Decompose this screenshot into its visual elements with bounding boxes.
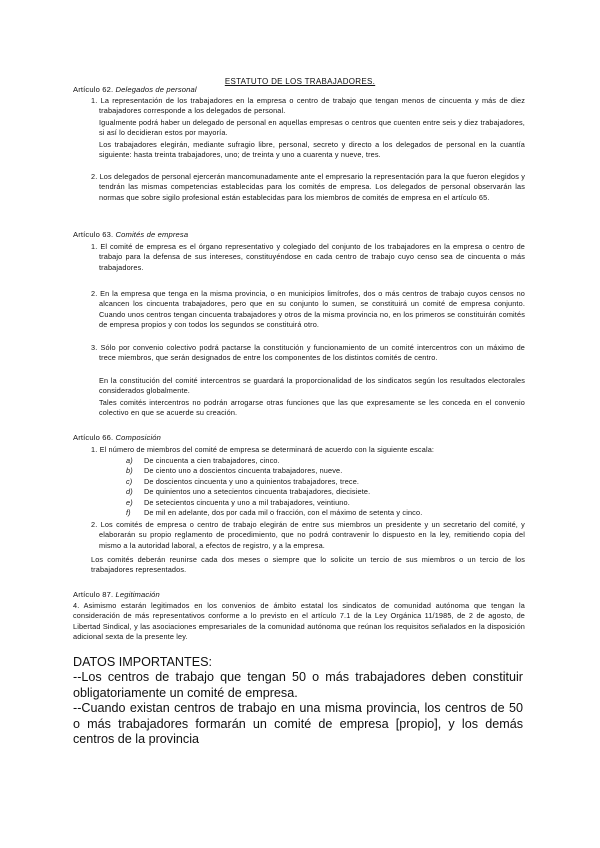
composition-scale-list bbox=[126, 456, 422, 518]
article-87-number: Artículo 87. bbox=[73, 590, 114, 599]
document-title: ESTATUTO DE LOS TRABAJADORES. bbox=[224, 77, 376, 86]
article-63-title: Comités de empresa bbox=[115, 230, 189, 239]
article-63-para-3c bbox=[99, 398, 525, 419]
article-66-p1-number: 1. bbox=[91, 445, 98, 454]
article-62-heading bbox=[73, 85, 197, 95]
article-62-p1b-text: Igualmente podrá haber un delegado de personal en aquellas empresas o centros que cuenten entre seis y diez trabajadores, si así lo decidieran estos por mayoría. bbox=[99, 118, 525, 138]
important-data-point-1: --Los centros de trabajo que tengan 50 o más trabajadores deben constituir obligatoriamente un comité de empresa. bbox=[73, 670, 523, 700]
article-87-p4-text: 4. Asimismo estarán legitimados en los convenios de ámbito estatal los sindicatos de comunidad autónoma que tengan la consideración de más representativos conforme a lo previsto en el artículo 7.1 de la Ley Orgánica 11/1985, de 2 de agosto, de Libertad Sindical, y las asociaciones empresariales de la comunidad autónoma que reúnan los requisitos señalados en la disposición adicional sexta de la presente ley. bbox=[73, 601, 525, 642]
article-62-para-2 bbox=[91, 172, 525, 203]
article-63-para-1 bbox=[91, 242, 525, 273]
article-63-heading bbox=[73, 230, 188, 240]
article-63-p3b-text: En la constitución del comité intercentros se guardará la proporcionalidad de los sindicatos según los resultados electorales considerados globalmente. bbox=[99, 376, 525, 396]
list-item bbox=[126, 508, 422, 518]
article-87-heading bbox=[73, 590, 160, 600]
article-62-para-1b bbox=[99, 118, 525, 139]
list-item-letter: e) bbox=[126, 497, 133, 507]
article-62-p1c-text: Los trabajadores elegirán, mediante sufragio libre, personal, secreto y directo a los delegados de personal en la cuantía siguiente: hasta treinta trabajadores, uno; de treinta y uno a cuarenta y nueve, tres. bbox=[99, 140, 525, 160]
list-item-text: De mil en adelante, dos por cada mil o fracción, con el máximo de setenta y cinco. bbox=[144, 508, 423, 518]
list-item bbox=[126, 456, 422, 466]
list-item bbox=[126, 487, 422, 497]
article-62-p1-number: 1. bbox=[91, 96, 98, 105]
article-66-title: Composición bbox=[115, 433, 162, 442]
list-item-letter: c) bbox=[126, 476, 133, 486]
list-item-letter: b) bbox=[126, 466, 133, 476]
list-item bbox=[126, 466, 422, 476]
article-66-p2-number: 2. bbox=[91, 520, 98, 529]
article-66-heading bbox=[73, 433, 161, 443]
article-62-p1-text: La representación de los trabajadores en la empresa o centro de trabajo que tengan menos de cincuenta y más de diez trabajadores corresponde a los delegados de personal. bbox=[99, 96, 525, 116]
article-62-title: Delegados de personal bbox=[115, 85, 197, 94]
article-66-p2-text: Los comités de empresa o centro de trabajo elegirán de entre sus miembros un presidente y un secretario del comité, y elaborarán su propio reglamento de procedimiento, que no podrá contravenir lo dispuesto en la ley, remitiendo copia del mismo a la autoridad laboral, a efectos de registro, y a la empresa. bbox=[99, 520, 525, 550]
article-62-p2-text: Los delegados de personal ejercerán mancomunadamente ante el empresario la representación para la que fueron elegidos y tendrán las mismas competencias establecidas para los comités de empresa. Los delegados de personal observarán las normas que sobre sigilo profesional están establecidas para los miembros de comités de empresa en el artículo 65. bbox=[99, 172, 525, 202]
article-62-number: Artículo 62. bbox=[73, 85, 114, 94]
list-item-text: De ciento uno a doscientos cincuenta trabajadores, nueve. bbox=[144, 466, 343, 476]
article-66-p1-text: El número de miembros del comité de empresa se determinará de acuerdo con la siguiente escala: bbox=[99, 445, 435, 454]
article-63-p1-text: El comité de empresa es el órgano representativo y colegiado del conjunto de los trabajadores en la empresa o centro de trabajo para la defensa de sus intereses, constituyéndose en cada centro de trabajo cuyo censo sea de cincuenta o más trabajadores. bbox=[99, 242, 525, 272]
list-item bbox=[126, 498, 422, 508]
list-item-text: De quinientos uno a setecientos cincuenta trabajadores, diecisiete. bbox=[144, 487, 371, 497]
article-62-para-1c bbox=[99, 140, 525, 161]
article-62-p2-number: 2. bbox=[91, 172, 98, 181]
article-63-p3c-text: Tales comités intercentros no podrán arrogarse otras funciones que las que expresamente se les conceda en el convenio colectivo en que se acuerde su creación. bbox=[99, 398, 525, 418]
article-87-para-4 bbox=[73, 601, 525, 643]
article-66-number: Artículo 66. bbox=[73, 433, 114, 442]
important-data-point-2: --Cuando existan centros de trabajo en una misma provincia, los centros de 50 o más trabajadores formarán un comité de empresa [propio], y los demás centros de la provincia bbox=[73, 701, 523, 747]
list-item-letter: f) bbox=[126, 508, 131, 518]
article-63-number: Artículo 63. bbox=[73, 230, 114, 239]
important-data-heading: DATOS IMPORTANTES: bbox=[73, 655, 213, 669]
article-87-title: Legitimación bbox=[115, 590, 160, 599]
article-66-para-2b bbox=[91, 555, 525, 576]
article-63-p1-number: 1. bbox=[91, 242, 98, 251]
list-item bbox=[126, 477, 422, 487]
article-62-para-1 bbox=[91, 96, 525, 117]
list-item-letter: a) bbox=[126, 456, 133, 465]
article-63-p3-text: Sólo por convenio colectivo podrá pactarse la constitución y funcionamiento de un comité intercentros con un máximo de trece miembros, que serán designados de entre los componentes de los distintos comités de centro. bbox=[99, 343, 525, 363]
list-item-text: De cincuenta a cien trabajadores, cinco. bbox=[144, 456, 280, 465]
list-item-letter: d) bbox=[126, 487, 133, 497]
article-63-para-2 bbox=[91, 289, 525, 331]
article-66-p2b-text: Los comités deberán reunirse cada dos meses o siempre que lo solicite un tercio de sus miembros o un tercio de los trabajadores representados. bbox=[91, 555, 525, 575]
article-66-para-2 bbox=[91, 520, 525, 551]
article-63-p2-text: En la empresa que tenga en la misma provincia, o en municipios limítrofes, dos o más centros de trabajo cuyos censos no alcancen los cincuenta trabajadores, pero que en su conjunto lo sumen, se constituirá un comité de empresa conjunto. Cuando unos centros tengan cincuenta trabajadores y otros de la misma provincia no, en los primeros se constituirán comités de empresa propios y con todos los segundos se constituirá otro. bbox=[99, 289, 525, 330]
article-63-para-3 bbox=[91, 343, 525, 364]
article-63-p2-number: 2. bbox=[91, 289, 98, 298]
article-63-para-3b bbox=[99, 376, 525, 397]
article-66-para-1 bbox=[91, 445, 525, 455]
list-item-text: De setecientos cincuenta y uno a mil trabajadores, veintiuno. bbox=[144, 497, 350, 507]
article-63-p3-number: 3. bbox=[91, 343, 98, 352]
important-data-section bbox=[73, 655, 523, 747]
list-item-text: De doscientos cincuenta y uno a quinientos trabajadores, trece. bbox=[144, 476, 360, 486]
